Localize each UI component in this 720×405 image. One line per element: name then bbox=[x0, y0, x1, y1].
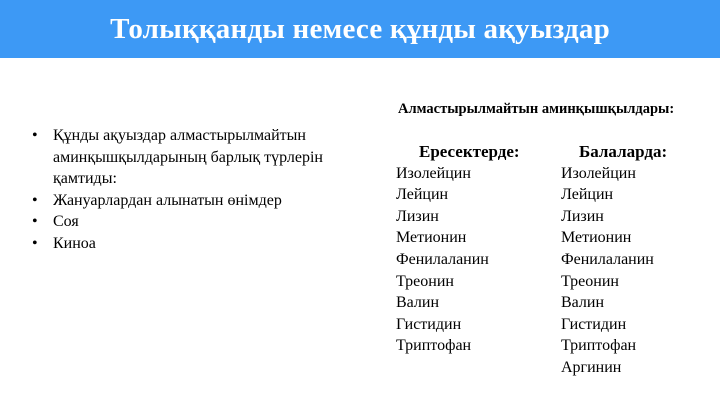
children-item: Изолейцин bbox=[561, 164, 636, 182]
bullet-dot-icon: • bbox=[32, 191, 38, 209]
bullet-text: Құнды ақуыздар алмастырылмайтын аминқышқылдарының барлық түрлерін қамтиды: bbox=[53, 127, 323, 187]
adults-item: Лейцин bbox=[396, 186, 449, 204]
bullet-dot-icon: • bbox=[32, 213, 38, 230]
bullet-item bbox=[30, 211, 375, 233]
children-item: Лейцин bbox=[561, 186, 614, 204]
adults-heading: Ересектерде: bbox=[419, 142, 520, 161]
title-bar bbox=[0, 0, 720, 58]
adults-item: Изолейцин bbox=[396, 164, 471, 182]
bullet-dot-icon: • bbox=[32, 127, 38, 144]
children-item: Фенилаланин bbox=[561, 250, 654, 268]
adults-item: Лизин bbox=[396, 207, 439, 225]
bullet-dot-icon: • bbox=[32, 234, 38, 252]
children-item: Аргинин bbox=[561, 358, 622, 376]
children-item: Лизин bbox=[561, 207, 604, 225]
adults-item: Метионин bbox=[396, 229, 467, 247]
bullet-text: Жануарлардан алынатын өнімдер bbox=[53, 191, 282, 209]
bullet-item bbox=[30, 190, 375, 212]
adults-column bbox=[396, 141, 520, 357]
bullet-list bbox=[30, 125, 375, 254]
children-heading: Балаларда: bbox=[579, 142, 668, 161]
bullet-text: Соя bbox=[53, 213, 79, 230]
bullet-text: Киноа bbox=[53, 234, 96, 252]
amino-subtitle: Алмастырылмайтын аминқышқылдары: bbox=[398, 101, 675, 117]
adults-item: Триптофан bbox=[396, 337, 472, 355]
bullet-item bbox=[30, 233, 375, 255]
children-item: Гистидин bbox=[561, 315, 627, 333]
adults-item: Треонин bbox=[396, 272, 454, 290]
children-item: Валин bbox=[561, 294, 605, 312]
bullet-item bbox=[30, 125, 375, 190]
adults-item: Гистидин bbox=[396, 315, 462, 333]
children-column bbox=[561, 141, 667, 379]
adults-item: Валин bbox=[396, 294, 440, 312]
children-item: Триптофан bbox=[561, 337, 637, 355]
children-item: Метионин bbox=[561, 229, 632, 247]
children-item: Треонин bbox=[561, 272, 619, 290]
slide-title: Толыққанды немесе құнды ақуыздар bbox=[110, 12, 610, 45]
adults-item: Фенилаланин bbox=[396, 250, 489, 268]
